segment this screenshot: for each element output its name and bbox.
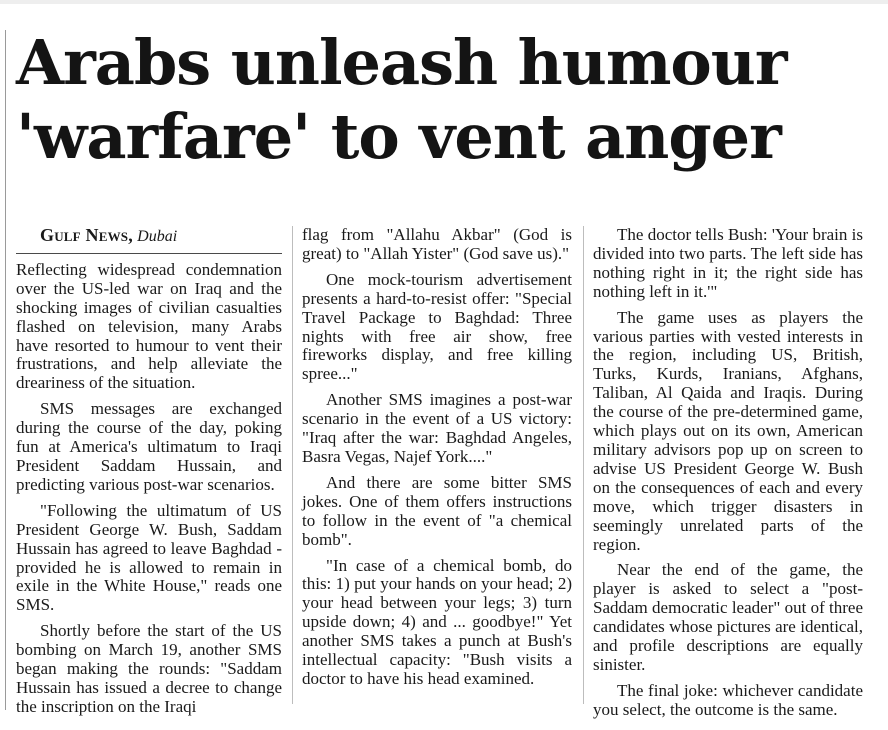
paragraph: The game uses as players the various parties with vested interests in the region, including US, British, Turks, Kurds, Iranians, Afghans, Taliban, Al Qaida and Iraqis. During the course of the pre-determined game, which plays out on its own, American military advisors pop up on screen to advise US President George W. Bush on the consequences of each and every move, which trigger disasters in seemingly unrelated parts of the region.: [593, 307, 863, 554]
paragraph: The final joke: whichever candidate you select, the outcome is the same.: [593, 680, 863, 719]
left-column-rule: [5, 30, 6, 710]
column-divider-1: [292, 226, 293, 704]
paragraph: "Following the ultimatum of US President George W. Bush, Saddam Hussain has agreed to leave Baghdad - provided he is allowed to remain in exile in the White House," reads one SMS.: [16, 500, 282, 615]
paragraph: One mock-tourism advertisement presents a hard-to-resist offer: "Special Travel Package to Baghdad: Three nights with free air show, free fireworks display, and free killing spree...": [302, 269, 572, 384]
article-column-3: [593, 226, 863, 727]
column-divider-2: [583, 226, 584, 704]
paragraph: flag from "Allahu Akbar" (God is great) to "Allah Yister" (God save us).": [302, 225, 572, 263]
paragraph: Shortly before the start of the US bombing on March 19, another SMS began making the rounds: "Saddam Hussain has issued a decree to change the inscription on the Iraqi: [16, 621, 282, 716]
paragraph: "In case of a chemical bomb, do this: 1) put your hands on your head; 2) your head between your legs; 3) turn upside down; 4) and ... goodbye!" Yet another SMS takes a punch at Bush's intellectual capacity: "Bush visits a doctor to have his head examined.: [302, 555, 572, 688]
byline-source: Gulf News,: [40, 225, 133, 245]
top-border: [0, 0, 888, 4]
article-column-2: [302, 226, 572, 696]
paragraph: SMS messages are exchanged during the course of the day, poking fun at America's ultimatum to Iraqi President Saddam Hussain, and predicting various post-war scenarios.: [16, 399, 282, 494]
paragraph: Reflecting widespread condemnation over the US-led war on Iraq and the shocking images of civilian casualties flashed on television, many Arabs have resorted to humour to vent their frustrations, and help alleviate the dreariness of the situation.: [16, 259, 282, 393]
byline-place: Dubai: [137, 228, 178, 245]
paragraph: And there are some bitter SMS jokes. One of them offers instructions to follow in the event of "a chemical bomb".: [302, 472, 572, 549]
paragraph: The doctor tells Bush: 'Your brain is divided into two parts. The left side has nothing right in it; the right side has nothing left in it.'": [593, 225, 863, 301]
headline: [16, 26, 880, 174]
headline-line-2: 'warfare' to vent anger: [16, 100, 781, 173]
headline-line-1: Arabs unleash humour: [16, 26, 787, 99]
paragraph: Another SMS imagines a post-war scenario in the event of a US victory: "Iraq after the war: Baghdad Angeles, Basra Vegas, Najef York....": [302, 390, 572, 466]
byline: [16, 226, 282, 254]
article-column-1: [16, 226, 282, 724]
paragraph: Near the end of the game, the player is asked to select a "post-Saddam democratic leader" out of three candidates whose pictures are identical, and profile descriptions are equally sinister.: [593, 560, 863, 674]
